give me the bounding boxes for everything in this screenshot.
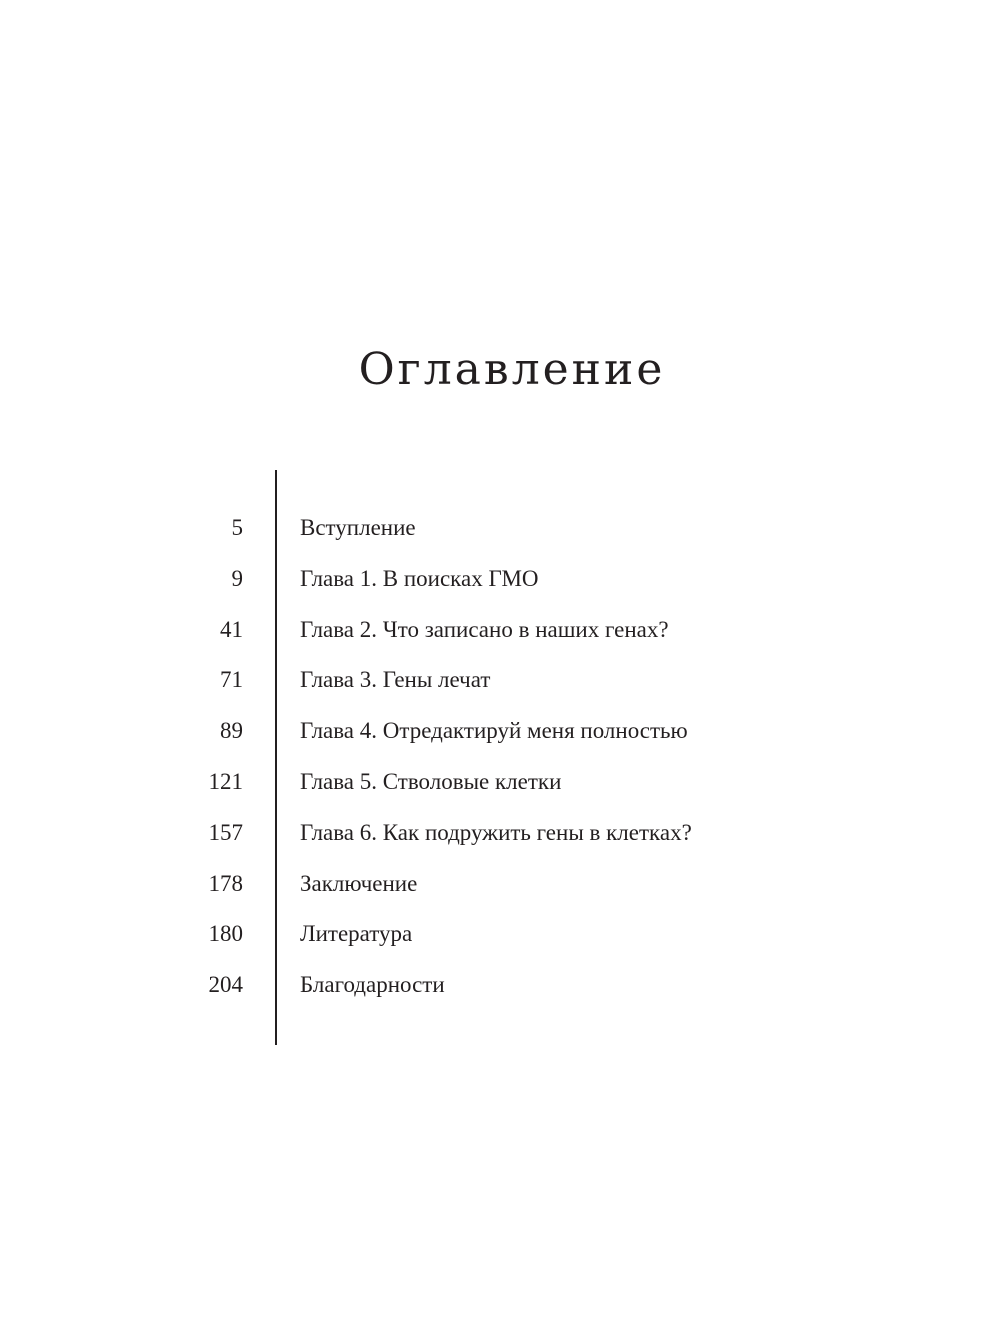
toc-entry-title: Глава 5. Стволовые клетки bbox=[300, 768, 562, 794]
toc-entry-title: Глава 3. Гены лечат bbox=[300, 667, 491, 693]
toc-entry-chapter-6[interactable] bbox=[0, 812, 1000, 863]
table-of-contents bbox=[0, 507, 1000, 1015]
toc-page-number: 5 bbox=[231, 515, 243, 540]
toc-page-number: 89 bbox=[220, 718, 243, 744]
toc-entry-title: Глава 1. В поисках ГМО bbox=[300, 565, 539, 591]
toc-entry-intro[interactable] bbox=[0, 507, 1000, 558]
toc-entry-title: Глава 6. Как подружить гены в клетках? bbox=[300, 819, 692, 845]
toc-entry-acknowledgements[interactable] bbox=[0, 964, 1000, 1015]
toc-entry-conclusion[interactable] bbox=[0, 863, 1000, 914]
toc-page-number: 178 bbox=[208, 870, 243, 896]
toc-entry-title: Вступление bbox=[300, 515, 416, 540]
toc-page-number: 180 bbox=[208, 921, 243, 947]
toc-page-number: 41 bbox=[220, 616, 243, 642]
toc-entry-title: Литература bbox=[300, 921, 413, 947]
toc-entry-chapter-2[interactable] bbox=[0, 609, 1000, 660]
toc-page-number: 157 bbox=[208, 819, 243, 845]
toc-entry-chapter-1[interactable] bbox=[0, 558, 1000, 609]
toc-entry-title: Глава 2. Что записано в наших генах? bbox=[300, 616, 669, 642]
toc-entry-chapter-5[interactable] bbox=[0, 761, 1000, 812]
toc-page-number: 121 bbox=[208, 768, 243, 794]
toc-entry-title: Благодарности bbox=[300, 972, 445, 998]
toc-page-number: 204 bbox=[208, 972, 243, 998]
toc-entry-chapter-3[interactable] bbox=[0, 659, 1000, 710]
toc-entry-chapter-4[interactable] bbox=[0, 710, 1000, 761]
toc-page-number: 71 bbox=[220, 667, 243, 693]
toc-entry-title: Заключение bbox=[300, 870, 418, 896]
page-title: Оглавление bbox=[358, 344, 666, 395]
toc-page-number: 9 bbox=[231, 565, 243, 591]
toc-entry-title: Глава 4. Отредактируй меня полностью bbox=[300, 718, 688, 744]
toc-entry-literature[interactable] bbox=[0, 913, 1000, 964]
